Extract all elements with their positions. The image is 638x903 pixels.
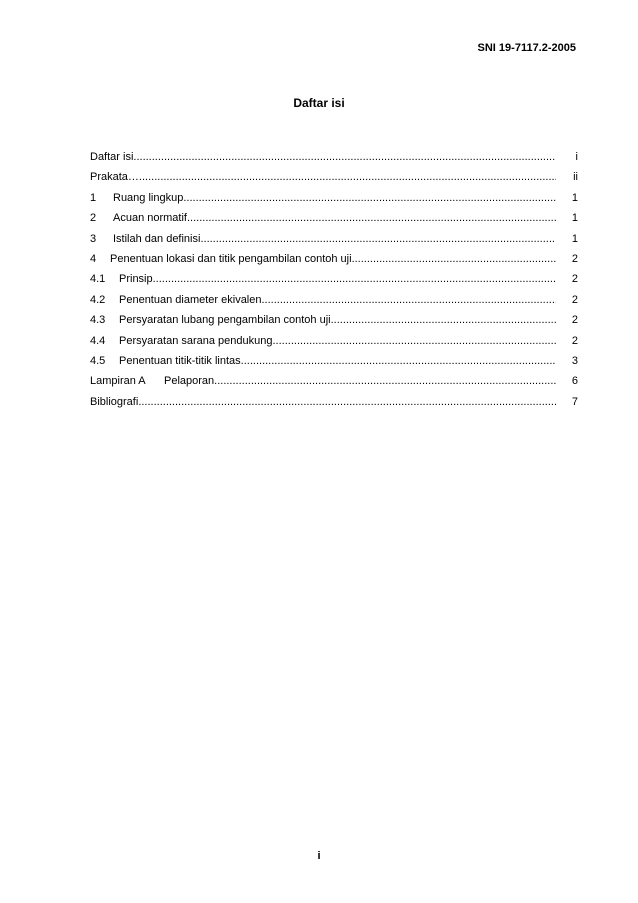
toc-entry-number: 4.2: [90, 293, 106, 306]
toc-entry-number: 2: [90, 212, 97, 225]
toc-entry-sarana-pendukung[interactable]: [90, 334, 578, 354]
toc-dot-leader: [200, 232, 556, 246]
toc-entry-page: 1: [571, 212, 578, 225]
toc-entry-page: 7: [571, 395, 578, 408]
toc-entry-page: 6: [571, 375, 578, 388]
toc-entry-number: 4.5: [90, 354, 106, 367]
toc-entry-ruang-lingkup[interactable]: [90, 191, 578, 211]
toc-dot-leader: [133, 150, 556, 164]
toc-entry-label: Acuan normatif: [113, 212, 187, 225]
toc-entry-label: Daftar isi: [90, 151, 134, 163]
toc-dot-leader: [273, 334, 557, 348]
toc-entry-label: Ruang lingkup: [113, 191, 184, 204]
toc-entry-number: 3: [90, 232, 97, 245]
toc-dot-leader: [331, 313, 556, 327]
toc-entry-prakata[interactable]: [90, 170, 578, 190]
toc-entry-number: 1: [90, 191, 97, 204]
toc-entry-penentuan-lokasi[interactable]: [90, 252, 578, 272]
toc-entry-titik-lintas[interactable]: [90, 354, 578, 374]
toc-entry-label: Bibliografi: [90, 395, 139, 408]
toc-entry-label: Pelaporan: [164, 375, 215, 388]
toc-entry-page: 2: [571, 334, 578, 347]
toc-entry-label: Penentuan lokasi dan titik pengambilan contoh uji: [110, 252, 352, 265]
table-of-contents: [90, 150, 578, 415]
toc-entry-daftar-isi[interactable]: [90, 150, 578, 170]
toc-entry-acuan-normatif[interactable]: [90, 211, 578, 231]
toc-title: Daftar isi: [293, 96, 345, 110]
toc-dot-leader: [261, 293, 556, 307]
toc-entry-label: Penentuan diameter ekivalen: [119, 293, 262, 306]
toc-entry-istilah-dan-definisi[interactable]: [90, 232, 578, 252]
toc-entry-number: 4.1: [90, 273, 106, 286]
toc-dot-leader: [153, 272, 556, 286]
toc-dot-leader: [241, 354, 556, 368]
toc-dot-leader: [214, 374, 556, 388]
toc-entry-page: 2: [571, 293, 578, 306]
toc-entry-page: 2: [571, 314, 578, 327]
toc-entry-number: 4.3: [90, 314, 106, 327]
toc-entry-number: Lampiran A: [90, 375, 146, 388]
toc-entry-diameter-ekivalen[interactable]: [90, 293, 578, 313]
toc-entry-page: i: [575, 151, 578, 163]
toc-entry-label: Persyaratan lubang pengambilan contoh uji: [119, 314, 331, 327]
toc-entry-page: ii: [573, 171, 578, 184]
toc-entry-number: 4.4: [90, 334, 106, 347]
toc-entry-page: 3: [571, 354, 578, 367]
toc-entry-label: Persyaratan sarana pendukung: [119, 334, 273, 347]
toc-entry-persyaratan-lubang[interactable]: [90, 313, 578, 333]
toc-dot-leader: [352, 252, 556, 266]
toc-entry-label: Prakata…: [90, 171, 139, 184]
toc-entry-label: Penentuan titik-titik lintas: [119, 354, 241, 367]
toc-entry-prinsip[interactable]: [90, 272, 578, 292]
page-number: i: [317, 850, 321, 862]
toc-entry-lampiran-a[interactable]: [90, 374, 578, 394]
toc-entry-number: 4: [90, 252, 97, 265]
toc-entry-page: 1: [571, 232, 578, 245]
toc-entry-label: Prinsip: [119, 273, 153, 286]
toc-entry-page: 1: [571, 191, 578, 204]
toc-dot-leader: [183, 191, 556, 205]
toc-dot-leader: [187, 211, 556, 225]
document-code: SNI 19-7117.2-2005: [477, 42, 576, 54]
toc-dot-leader: [138, 395, 556, 409]
toc-entry-page: 2: [571, 252, 578, 265]
toc-entry-bibliografi[interactable]: [90, 395, 578, 415]
toc-entry-label: Istilah dan definisi: [113, 232, 201, 245]
toc-dot-leader: [139, 170, 556, 184]
toc-entry-page: 2: [571, 273, 578, 286]
